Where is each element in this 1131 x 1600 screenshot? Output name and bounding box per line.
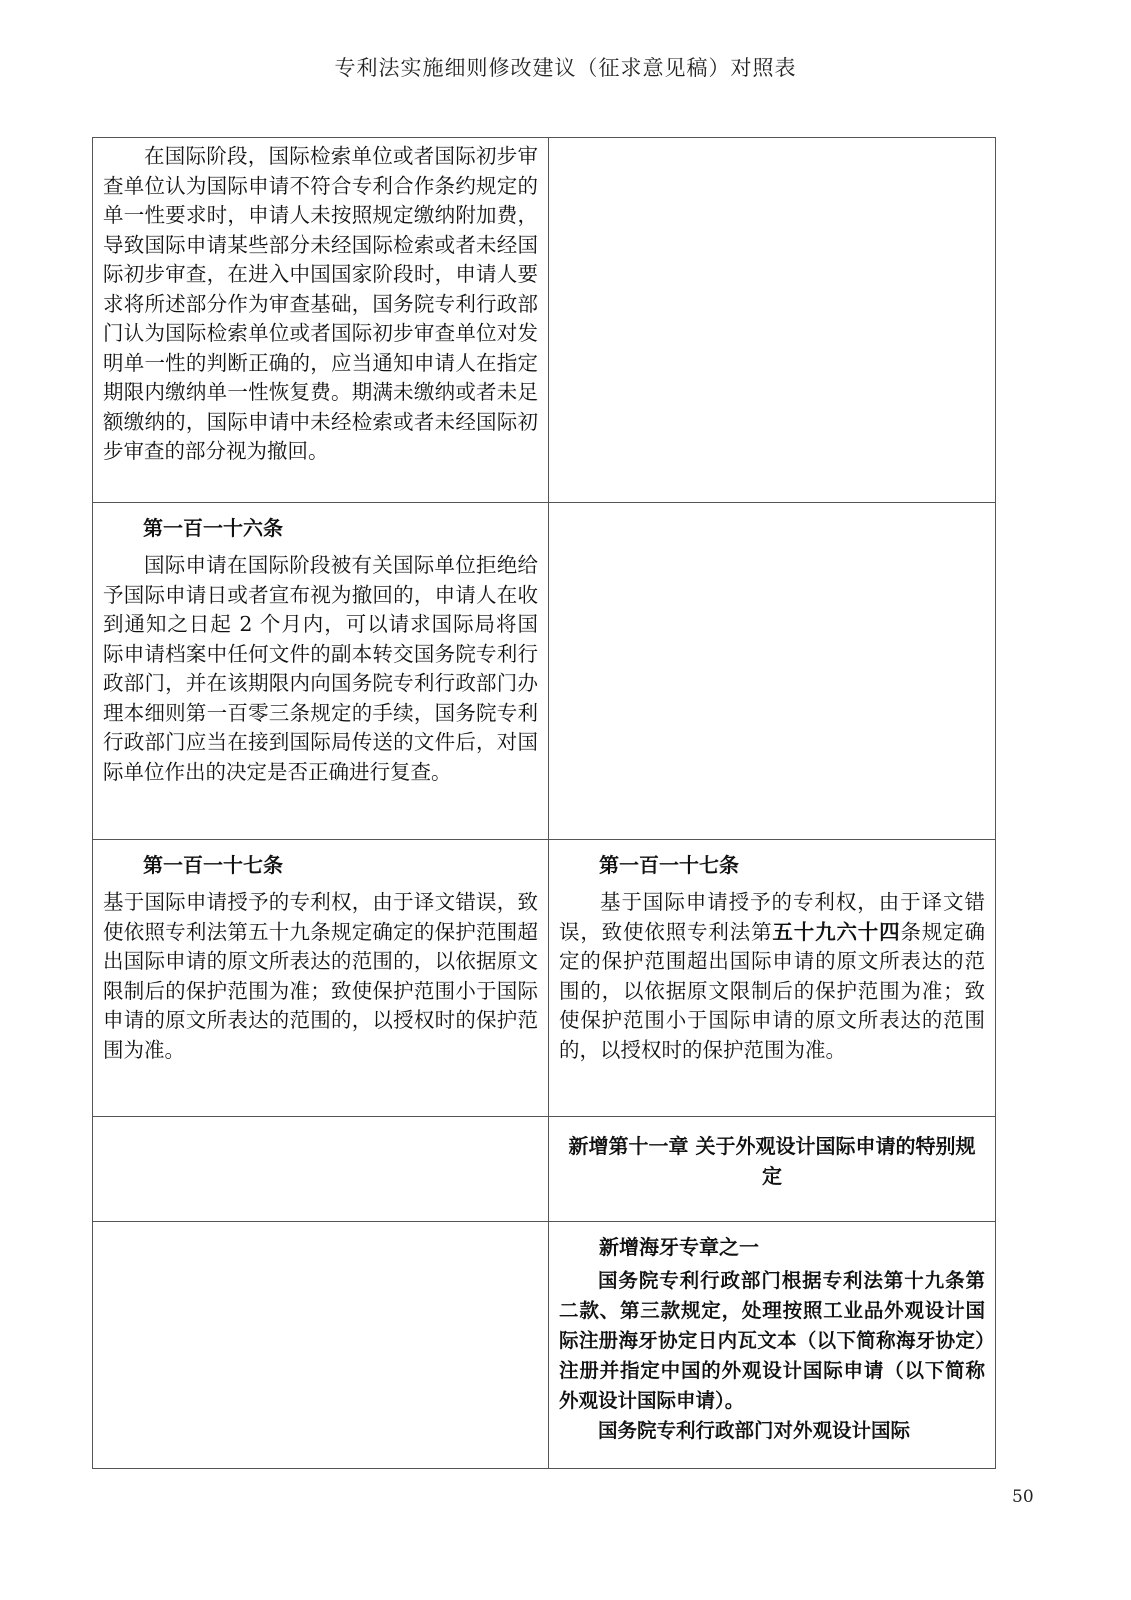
- original-text-cell: [93, 1222, 549, 1469]
- revised-text-cell: [549, 503, 996, 840]
- table-row: [93, 503, 996, 840]
- unchanged-text: 条规定确定的保护范围超出国际申请的原文所表达的范围的，以依据原文限制后的保护范围为准；致使保护范围小于国际申请的原文所表达的范围的，以授权时的保护范围为准。: [559, 919, 986, 1062]
- new-article-title: 新增海牙专章之一: [599, 1235, 759, 1259]
- article-title: 第一百一十七条: [599, 853, 739, 877]
- article-paragraph: 基于国际申请授予的专利权，由于译文错误，致使依照专利法第五十九条规定确定的保护范围超出国际申请的原文所表达的范围的，以依据原文限制后的保护范围为准；致使保护范围小于国际申请的原文所表达的范围的，以授权时的保护范围为准。: [103, 890, 538, 1062]
- unchanged-text: 基于国际申请授予的专利权，由于译文错误，致使依照专利法第: [559, 890, 985, 944]
- revised-text-cell: [549, 840, 996, 1117]
- revised-text-cell: [549, 1117, 996, 1222]
- article-title: 第一百一十七条: [143, 853, 283, 877]
- table-row: [93, 1222, 996, 1469]
- original-text-cell: [93, 138, 549, 503]
- article-title: 第一百一十六条: [143, 516, 283, 540]
- original-text-cell: [93, 840, 549, 1117]
- chapter-title: 新增第十一章 关于外观设计国际申请的特别规定: [568, 1134, 976, 1188]
- table-row: [93, 138, 996, 503]
- revised-text-cell: [549, 138, 996, 503]
- page-number: 50: [1012, 1487, 1034, 1507]
- comparison-table: [92, 137, 996, 1469]
- document-header-title: 专利法实施细则修改建议（征求意见稿）对照表: [334, 56, 797, 80]
- original-text-cell: [93, 503, 549, 840]
- article-paragraph: 在国际阶段，国际检索单位或者国际初步审查单位认为国际申请不符合专利合作条约规定的单一性要求时，申请人未按照规定缴纳附加费，导致国际申请某些部分未经国际检索或者未经国际初步审查，在进入中国国家阶段时，申请人要求将所述部分作为审查基础，国务院专利行政部门认为国际检索单位或者国际初步审查单位对发明单一性的判断正确的，应当通知申请人在指定期限内缴纳单一性恢复费。期满未缴纳或者未足额缴纳的，国际申请中未经检索或者未经国际初步审查的部分视为撤回。: [103, 144, 538, 463]
- article-paragraph: [559, 888, 985, 1065]
- table-row: [93, 1117, 996, 1222]
- original-text-cell: [93, 1117, 549, 1222]
- deleted-text: 五十九: [772, 919, 837, 944]
- revised-text-cell: [549, 1222, 996, 1469]
- added-text: 六十四: [836, 919, 901, 944]
- article-paragraph: 国务院专利行政部门根据专利法第十九条第二款、第三款规定，处理按照工业品外观设计国际注册海牙协定日内瓦文本（以下简称海牙协定）注册并指定中国的外观设计国际申请（以下简称外观设计国际申请）。: [559, 1269, 985, 1412]
- table-row: [93, 840, 996, 1117]
- article-paragraph: 国际申请在国际阶段被有关国际单位拒绝给予国际申请日或者宣布视为撤回的，申请人在收到通知之日起 2 个月内，可以请求国际局将国际申请档案中任何文件的副本转交国务院专利行政部门，并在该期限内向国务院专利行政部门办理本细则第一百零三条规定的手续，国务院专利行政部门应当在接到国际局传送的文件后，对国际单位作出的决定是否正确进行复查。: [103, 553, 538, 784]
- article-paragraph: 国务院专利行政部门对外观设计国际: [598, 1419, 911, 1442]
